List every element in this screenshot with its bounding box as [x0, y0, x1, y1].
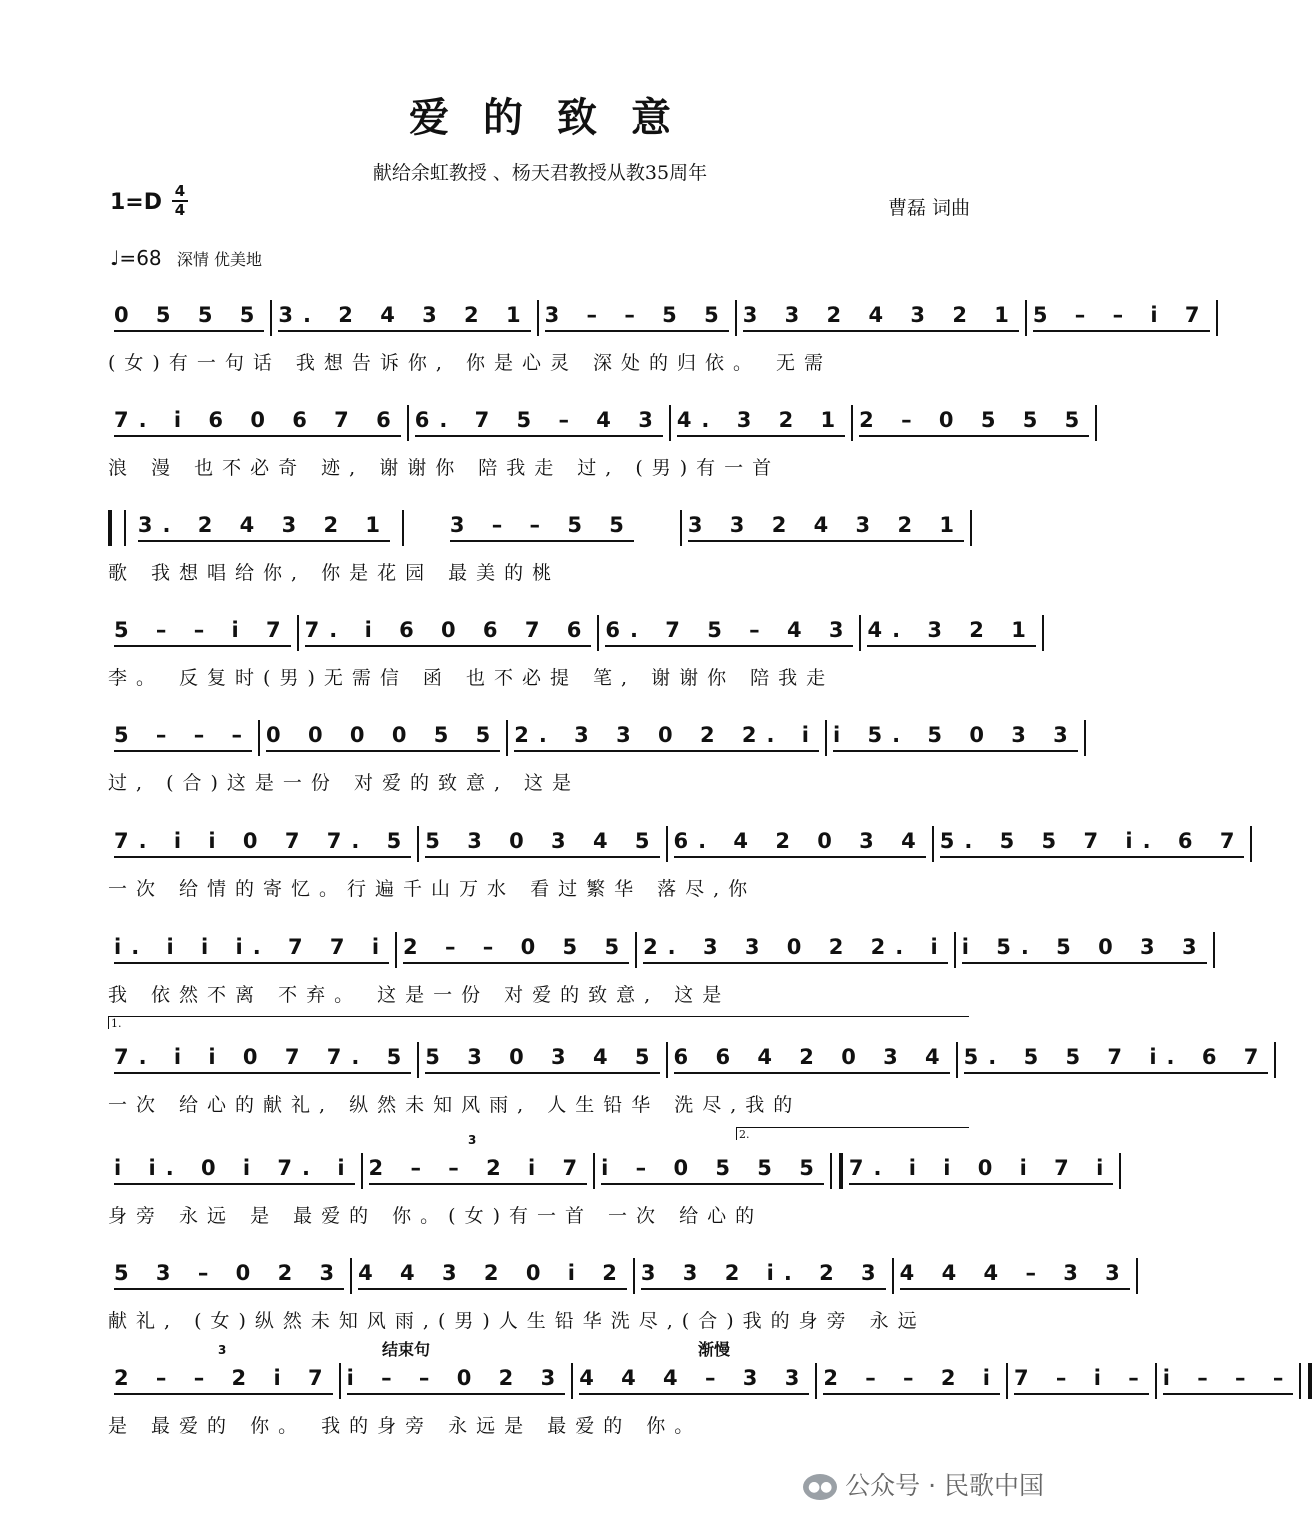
lyrics-line: 一次 给情的寄忆。行遍千山万水 看过繁华 落尽,你: [108, 878, 757, 900]
notes-row: [108, 1258, 1130, 1304]
lyrics-line: 献礼, (女)纵然未知风雨,(男)人生铅华洗尽,(合)我的身旁 永远: [108, 1310, 926, 1332]
score-system: [108, 1258, 1130, 1338]
measure: [956, 932, 1213, 978]
measure: [539, 300, 735, 346]
measure-notes: 2 – 0 5 5 5: [859, 405, 1089, 437]
barline: [830, 1153, 843, 1189]
measure-notes: 6 6 4 2 0 3 4: [674, 1042, 950, 1074]
measure-notes: 5 3 0 3 4 5: [425, 826, 659, 858]
expression-text: 深情 优美地: [176, 250, 262, 269]
watermark-text: 公众号 · 民歌中国: [845, 1471, 1044, 1500]
measure: [108, 1258, 350, 1304]
measure-notes: 7 – i –: [1014, 1363, 1149, 1395]
measure-notes: 4 4 4 – 3 3: [579, 1363, 809, 1395]
measure: [682, 510, 970, 556]
barline: [1213, 932, 1215, 968]
measure-notes: 3 3 2 4 3 2 1: [743, 300, 1019, 332]
lyrics-line: 过, (合)这是一份 对爱的致意, 这是: [108, 772, 581, 794]
measure-notes: i – – 0 2 3: [347, 1363, 566, 1395]
score-system: [108, 720, 1078, 800]
measure: [126, 510, 402, 556]
measure: [1008, 1363, 1155, 1409]
lyrics-line: 我 依然不离 不弃。 这是一份 对爱的致意, 这是: [108, 984, 731, 1006]
measure-notes: i – – –: [1163, 1363, 1294, 1395]
measure: [108, 826, 417, 872]
measure-notes: 2 – – 2 i 7: [114, 1363, 333, 1395]
composer-credit: 曹磊 词曲: [887, 197, 970, 219]
measure-notes: 5 3 0 3 4 5: [425, 1042, 659, 1074]
wechat-icon: ●●: [803, 1474, 837, 1500]
measure-notes: 3 3 2 4 3 2 1: [688, 510, 964, 542]
lyrics-line: 一次 给心的献礼, 纵然未知风雨, 人生铅华 洗尽,我的: [108, 1094, 802, 1116]
measure-notes: 2 – – 2 i: [823, 1363, 1000, 1395]
score-system: [108, 826, 1245, 906]
measure-notes: 5 – – i 7: [1033, 300, 1210, 332]
score-system: [108, 1017, 1269, 1122]
measure-notes: 6. 7 5 – 4 3: [415, 405, 663, 437]
measure-notes: 0 0 0 0 5 5: [266, 720, 500, 752]
score-system: [108, 1340, 1294, 1443]
measure-notes: 4 4 4 – 3 3: [900, 1258, 1130, 1290]
measure: [108, 1363, 339, 1409]
watermark: [803, 1466, 1044, 1502]
measure: [637, 932, 954, 978]
measure: [108, 1042, 417, 1088]
notes-row: [108, 720, 1078, 766]
ritardando-mark: 渐慢: [698, 1340, 731, 1359]
measure: [108, 615, 297, 661]
measure-notes: 4. 3 2 1: [867, 615, 1035, 647]
measure: [958, 1042, 1275, 1088]
dedication-subtitle: 献给余虹教授 、杨天君教授从教35周年: [372, 162, 708, 184]
measure-notes: 4. 3 2 1: [677, 405, 845, 437]
measure: [671, 405, 851, 451]
measure: [1027, 300, 1216, 346]
measure-notes: 6. 7 5 – 4 3: [605, 615, 853, 647]
measure: [108, 405, 407, 451]
measure-notes: 5 3 – 0 2 3: [114, 1258, 344, 1290]
measure-notes: 3 – – 5 5: [545, 300, 729, 332]
measure: [404, 510, 680, 556]
score-system: [108, 615, 1036, 695]
measure: [409, 405, 669, 451]
lyrics-line: 浪 漫 也不必奇 迹, 谢谢你 陪我走 过, (男)有一首: [108, 457, 781, 479]
time-bottom: 4: [174, 201, 186, 219]
measure-notes: 5. 5 5 7 i. 6 7: [964, 1042, 1269, 1074]
measure-notes: 7. i i 0 i 7 i: [849, 1153, 1113, 1185]
lyrics-line: 歌 我想唱给你, 你是花园 最美的桃: [108, 562, 561, 584]
notes-row: [108, 300, 1210, 346]
time-top: 4: [174, 182, 186, 200]
measure-notes: 3 – – 5 5: [450, 510, 634, 542]
measure: [352, 1258, 633, 1304]
notes-row: [108, 405, 1090, 451]
lyrics-line: 是 最爱的 你。 我的身旁 永远是 最爱的 你。: [108, 1415, 703, 1437]
measure-notes: i. i i i. 7 7 i: [114, 932, 389, 964]
measure-notes: 7. i i 0 7 7. 5: [114, 826, 411, 858]
notes-row: [108, 1153, 1114, 1199]
barline: [1042, 615, 1044, 651]
measure: [861, 615, 1041, 661]
measure-notes: i 5. 5 0 3 3: [833, 720, 1078, 752]
notes-row: [108, 510, 972, 556]
song-title: 爱的致意: [409, 94, 705, 141]
measure: [853, 405, 1095, 451]
measure-notes: 7. i 6 0 6 7 6: [114, 405, 401, 437]
volta-bracket: 2.: [736, 1127, 969, 1140]
measure: [341, 1363, 572, 1409]
score-system: [108, 300, 1210, 380]
measure: [397, 932, 635, 978]
score-system: [108, 1128, 1114, 1233]
barline: [1136, 1258, 1138, 1294]
notes-row: [108, 1042, 1269, 1088]
measure: [934, 826, 1251, 872]
measure: [363, 1153, 594, 1199]
score-system: [108, 932, 1207, 1012]
measure-notes: 3 3 2 i. 2 3: [641, 1258, 886, 1290]
measure-notes: 2 – – 0 5 5: [403, 932, 629, 964]
lyrics-line: 李。 反复时(男)无需信 函 也不必提 笔, 谢谢你 陪我走: [108, 667, 835, 689]
measure-notes: 5. 5 5 7 i. 6 7: [940, 826, 1245, 858]
notes-row: [108, 1363, 1294, 1409]
time-signature: [172, 184, 188, 218]
ending-phrase-mark: 结束句: [382, 1340, 431, 1359]
tempo-marking: [110, 246, 262, 270]
volta-bracket: 1.: [108, 1016, 969, 1029]
measure: [108, 932, 395, 978]
measure-notes: 2. 3 3 0 2 2. i: [514, 720, 819, 752]
barline: [1274, 1042, 1276, 1078]
measure: [419, 1042, 665, 1088]
notes-row: [108, 615, 1036, 661]
measure-notes: i – 0 5 5 5: [601, 1153, 824, 1185]
barline: [970, 510, 972, 546]
measure: [419, 826, 665, 872]
score-system: [108, 510, 972, 590]
measure: [108, 300, 270, 346]
measure-notes: 4 4 3 2 0 i 2: [358, 1258, 627, 1290]
measure-notes: 7. i 6 0 6 7 6: [305, 615, 592, 647]
measure: [508, 720, 825, 766]
measure: [108, 720, 258, 766]
measure: [599, 615, 859, 661]
barline: [1084, 720, 1086, 756]
measure-notes: 7. i i 0 7 7. 5: [114, 1042, 411, 1074]
measure: [817, 1363, 1006, 1409]
measure: [635, 1258, 892, 1304]
measure: [894, 1258, 1136, 1304]
score-system: [108, 405, 1090, 485]
measure: [595, 1153, 830, 1199]
key-signature: 1=D: [110, 190, 163, 215]
barline: [1216, 300, 1218, 336]
notes-row: [108, 826, 1245, 872]
measure: [827, 720, 1084, 766]
measure: [573, 1363, 815, 1409]
measure-notes: i i. 0 i 7. i: [114, 1153, 355, 1185]
measure-notes: 5 – – i 7: [114, 615, 291, 647]
measure-notes: 2 – – 2 i 7: [369, 1153, 588, 1185]
measure: [272, 300, 536, 346]
lyrics-line: 身旁 永远 是 最爱的 你。(女)有一首 一次 给心的: [108, 1205, 764, 1227]
notes-row: [108, 932, 1207, 978]
measure-notes: 5 – – –: [114, 720, 252, 752]
measure: [299, 615, 598, 661]
measure-notes: 3. 2 4 3 2 1: [278, 300, 530, 332]
measure: [260, 720, 506, 766]
barline: [1299, 1363, 1312, 1399]
measure-notes: 3. 2 4 3 2 1: [138, 510, 390, 542]
triplet-mark: 3: [218, 1343, 227, 1357]
tempo-note: ♩=68: [110, 246, 162, 270]
measure-notes: i 5. 5 0 3 3: [962, 932, 1207, 964]
measure: [668, 1042, 956, 1088]
measure: [737, 300, 1025, 346]
measure: [843, 1153, 1119, 1199]
triplet-mark: 3: [468, 1133, 477, 1147]
lyrics-line: (女)有一句话 我想告诉你, 你是心灵 深处的归依。 无需: [108, 352, 833, 374]
measure: [108, 1153, 361, 1199]
barline: [1119, 1153, 1121, 1189]
measure-notes: 0 5 5 5: [114, 300, 264, 332]
measure: [668, 826, 932, 872]
barline: [1095, 405, 1097, 441]
measure: [1157, 1363, 1300, 1409]
repeat-start-barline: [108, 510, 126, 546]
measure-notes: 6. 4 2 0 3 4: [674, 826, 926, 858]
measure-notes: 2. 3 3 0 2 2. i: [643, 932, 948, 964]
barline: [1250, 826, 1252, 862]
